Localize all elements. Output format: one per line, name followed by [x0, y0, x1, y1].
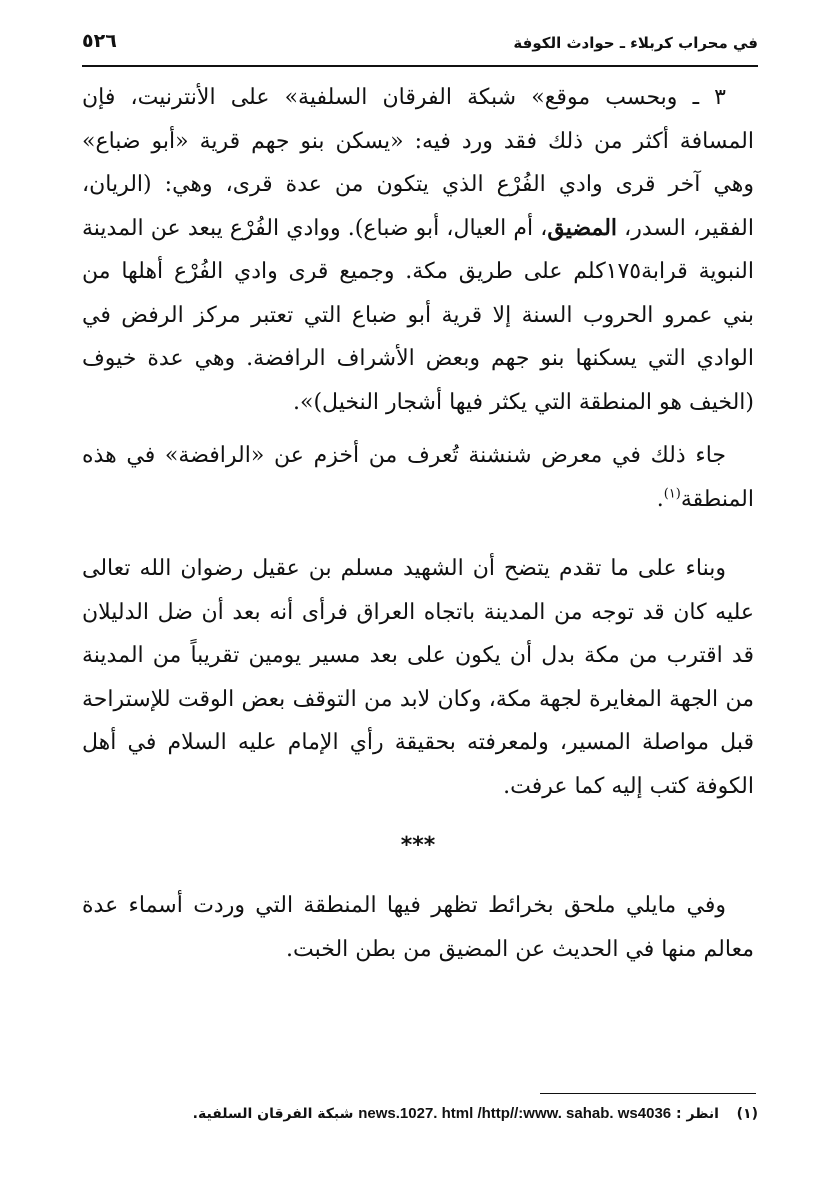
footnote-label: انظر :	[676, 1106, 719, 1122]
header-divider	[82, 65, 758, 67]
section-separator: ***	[400, 833, 436, 858]
paragraph-2-text: جاء ذلك في معرض شنشنة تُعرف من أخزم عن «الرافضة» في هذه المنطقة	[82, 443, 754, 512]
paragraph-3: وبناء على ما تقدم يتضح أن الشهيد مسلم بن عقيل رضوان الله تعالى عليه كان قد توجه من المدينة باتجاه العراق فرأى أنه بعد أن ضل الدليلان قد اقترب من مكة بدل أن يكون على بعد مسير يومين تقريباً من المدينة من الجهة المغايرة لجهة مكة، وكان لابد من التوقف بعض الوقت للإستراحة قبل مواصلة المسير، ولمعرفته بحقيقة رأي الإمام عليه السلام في أهل الكوفة كتب إليه كما عرفت.	[82, 556, 754, 799]
footnote	[82, 1102, 758, 1126]
paragraph-1	[82, 76, 754, 424]
paragraph-2	[82, 434, 754, 521]
chapter-title: في محراب كربلاء ـ حوادث الكوفة	[513, 34, 758, 52]
body-text	[82, 76, 754, 971]
paragraph-1-continuation: ، أم العيال، أبو ضباع). ووادي الفُرْع يبعد عن المدينة النبوية قرابة١٧٥كلم على طريق مكة. وجميع قرى وادي الفُرْع أهلها من بني عمرو الحروب السنة إلا قرية أبو ضباع التي تعتبر مركز الرفض في الوادي التي يسكنها بنو جهم وبعض الأشراف الرافضة. وهي عدة خيوف (الخيف هو المنطقة التي يكثر فيها أشجار النخيل)».	[82, 215, 754, 415]
footnote-number: (١)	[736, 1106, 758, 1122]
bold-term: المضيق	[547, 214, 618, 241]
paragraph-4: وفي مايلي ملحق بخرائط تظهر فيها المنطقة التي وردت أسماء عدة معالم منها في الحديث عن المضيق من بطن الخبت.	[82, 893, 754, 962]
footnote-reference[interactable]: (١)	[663, 486, 681, 502]
footnote-source: شبكة الفرقان السلفية.	[192, 1106, 354, 1122]
running-header	[82, 30, 758, 64]
paragraph-2-end: .	[656, 486, 664, 512]
footnote-url[interactable]: news.1027. html /http//:www. sahab. ws4036	[358, 1105, 672, 1122]
paragraph-1-text: ٣ ـ وبحسب موقع» شبكة الفرقان السلفية» على الأنترنيت، فإن المسافة أكثر من ذلك فقد ورد فيه: «يسكن بنو جهم قرية «أبو ضباع» وهي آخر قرى وادي الفُرْع الذي يتكون من عدة قرى، وهي: (الريان، الفقير، السدر،	[82, 85, 755, 241]
page-number: ٥٢٦	[82, 30, 117, 52]
footnote-divider	[540, 1093, 756, 1094]
